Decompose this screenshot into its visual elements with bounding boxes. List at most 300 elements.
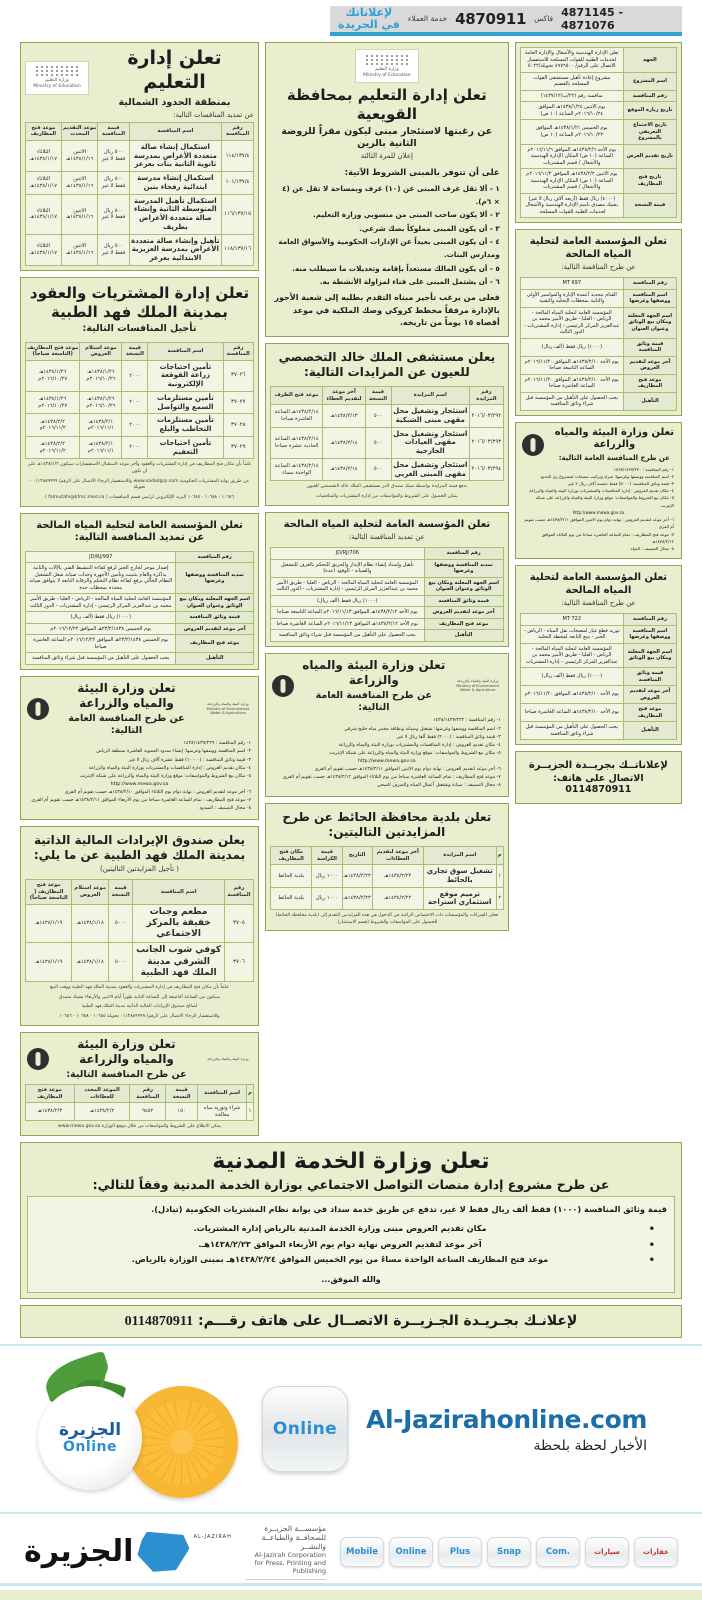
page-title: تعلن إدارة التعليم bbox=[127, 47, 222, 93]
corporation-name bbox=[246, 1524, 326, 1580]
ad-king-khalid-eye-hospital[interactable] bbox=[265, 343, 509, 506]
cell-name: تشغيل سوق تجاري بالحائط bbox=[423, 865, 496, 888]
table-row bbox=[520, 48, 676, 73]
cell-name: استكمال إنشاء مدرسة ابتدائية رفحاء بنين bbox=[129, 172, 222, 195]
cell-receive: ١٤٣٨/٢/١هـ ٢٠١٦/١١/١م bbox=[80, 436, 122, 459]
ad-subtitle: عن طرح المنافسة التالية: bbox=[66, 1068, 187, 1080]
table-row bbox=[270, 865, 503, 888]
kv-value: MT 697 bbox=[520, 278, 623, 290]
ad-note-2: سيكون من الساعة التاسعة إلى الساعة الثانية ظهراً أيام الاثنين والأربعاء بشيك مصدق bbox=[58, 994, 221, 1000]
kv-label: اسم المنافسة ووصفها وغرضها bbox=[623, 289, 676, 307]
ad-note-2: يمكن الحصول على الشروط والمواصفات من إدارة المشتريات والمناقصات bbox=[315, 494, 458, 500]
ad-title: تعلن وزارة البيئة والمياه والزراعة bbox=[302, 657, 446, 687]
table-row bbox=[26, 623, 254, 635]
table-row bbox=[520, 278, 676, 290]
kv-value: MT 722 bbox=[520, 614, 623, 626]
th-receive: موعد استلام العروض bbox=[72, 880, 109, 905]
kv-label: تاريخ زيارة الموقع bbox=[623, 102, 676, 120]
th-name: اسم المنافسة bbox=[129, 122, 222, 140]
th-price: قيمة النسخة bbox=[108, 880, 132, 905]
cell-price: ٥٠٠ ريال فقط لا غير bbox=[98, 172, 129, 195]
cell-place: بلدية الحائط bbox=[270, 887, 311, 910]
brand-tile-realestate[interactable]: عقارات bbox=[634, 1537, 678, 1567]
brand-tile-snap[interactable]: Snap bbox=[487, 1537, 531, 1567]
website-link[interactable]: http://www.mewa.gov.sa bbox=[358, 758, 416, 764]
ad-swcc-extension-997[interactable] bbox=[20, 513, 259, 670]
ad-kfmc-procurement[interactable] bbox=[20, 277, 259, 507]
cell-open: ١٤٣٨/٢/١٤هـ الساعة العاشرة صباحا bbox=[270, 405, 322, 428]
fax-numbers[interactable]: 4871145 - 4871076 bbox=[561, 5, 624, 32]
cell-price: ١٥٠ bbox=[166, 1103, 198, 1121]
mewa-wordmark-en: Ministry of Environment Water & Agriculture bbox=[456, 683, 500, 693]
conditions-lead: على أن تتوفر بالمبنى الشروط الآتية: bbox=[344, 168, 500, 179]
aljazirah-online-banner[interactable] bbox=[0, 1344, 702, 1514]
ad-title: تعلن إدارة التعليم بمحافظة القويعية bbox=[286, 86, 487, 123]
cell-price: ٥٠٠ ريال فقط لا غير bbox=[98, 140, 129, 171]
banner-website-link[interactable]: Al-Jazirahonline.com bbox=[366, 1404, 647, 1434]
table-row bbox=[520, 704, 676, 722]
kv-label: رقم المنافسة bbox=[623, 614, 676, 626]
cell-num: ١١٦/١٣٧/١٥ bbox=[222, 194, 254, 234]
topbar-wrapper bbox=[0, 0, 702, 36]
tenders-table bbox=[25, 1084, 254, 1121]
orange-half-icon bbox=[126, 1386, 238, 1498]
cell-receive: ١٤٣٨/١/١٨هـ bbox=[72, 943, 109, 982]
ad-title: تعلن إدارة المشتريات والعقود بمدينة الملك فهد الطبية bbox=[29, 283, 250, 321]
ad-note: فعلى الشركات والمؤسسات ذات الاختصاص الراغبة في الدخول في هذه المزايدتين التقدم إلى (بلدية محافظة الحائط) للحصول على المواصفات والشروط (قسم الاستثمار). bbox=[275, 913, 499, 925]
ad-header-text bbox=[302, 658, 446, 715]
online-app-tile-icon[interactable] bbox=[262, 1386, 348, 1472]
cell-name: استكمال إنشاء صالة متعددة الأغراض بمدرسة ثانوية الثانية بنات بعرعر bbox=[129, 140, 222, 171]
th-num: رقم المنافسة bbox=[224, 880, 253, 905]
cell-place: بلدية الحائط bbox=[270, 865, 311, 888]
ad-alhait-municipality[interactable] bbox=[265, 803, 509, 931]
mewa-wordmark bbox=[202, 1057, 254, 1061]
list-item: ١ - ألا تقل غرف المبنى عن (١٠) غرف وبمساحة لا تقل عن (٤ × ٦م). bbox=[282, 184, 500, 206]
table-row bbox=[26, 551, 254, 563]
th-no: م bbox=[496, 847, 503, 865]
list-item: ٥- مكان بيع الشروط والمواصفات: موقع وزارة البيئة والمياه والزراعة على شبكة الإنترنت bbox=[535, 495, 674, 508]
kv-value: JD/RJ/997 bbox=[26, 551, 176, 563]
brand-tile-online[interactable]: Online bbox=[389, 1537, 433, 1567]
ad-note-line: عن تمديد المنافسات التالية: bbox=[173, 110, 254, 119]
list-item: ٣- قيمة وثائق المنافسة: (٥٠٠٠) فقط خمسة آلاف ريال لا غير bbox=[568, 481, 674, 487]
table-row bbox=[26, 594, 254, 612]
list-item: ٥- مكان بيع الشروط والمواصفات: موقع وزارة البيئة والمياه والزراعة على شبكة الإنترنت bbox=[329, 750, 501, 756]
brand-tile-com[interactable]: .Com bbox=[536, 1537, 580, 1567]
table-row bbox=[520, 722, 676, 740]
mewa-emblem-icon bbox=[27, 698, 49, 720]
ad-ministry-civil-service[interactable] bbox=[20, 1142, 682, 1300]
th-receive: موعد استلام العروض bbox=[80, 342, 122, 360]
list-item: ٧- موعد فتح المظاريف : تمام الساعة العاشرة صباحا من يوم الأربعاء الموافق ١٤٣٨/٢/١١هـ حسب تقويم أم القرى bbox=[31, 797, 251, 803]
ad-subtitle: عن طرح المنافسة العامة التالية: bbox=[68, 712, 185, 737]
kv-value: يجب الحصول على التأهيل من المؤسسة قبل شراء وثائق المنافسة bbox=[520, 392, 623, 410]
th-num: رقم المنافسة bbox=[222, 122, 254, 140]
table-row bbox=[270, 559, 503, 577]
kv-value: المؤسسة العامة لتحلية المياه المالحة - الرياض - العليا - طريق الأمير محمد بن عبدالعزيز المركز الرئيسي - إدارة المشتريات bbox=[520, 643, 623, 668]
mewa-wordmark-ar: وزارة البيئة والمياه والزراعة bbox=[457, 679, 499, 684]
kv-label: اسم الجهة المعلنة ومكان بيع الوثائق وعنوان العنوان bbox=[424, 577, 503, 595]
th-deadline: آخر موعد لتقديم العطاءات bbox=[372, 847, 423, 865]
cell-name: تأهيل وإنشاء صالة متعددة الأغراض بمدرسة العزيزية الابتدائية بعرعر bbox=[129, 234, 222, 265]
ad-header bbox=[25, 518, 254, 548]
ad-swcc-mt697[interactable] bbox=[515, 229, 682, 416]
kv-value: (١٠٠٠) ريال فقط (ألف ريال) bbox=[270, 595, 424, 607]
ad-header-text bbox=[57, 681, 196, 738]
brand-tile-mobile[interactable]: Mobile bbox=[340, 1537, 384, 1567]
kv-label: رقم المنافسة bbox=[176, 551, 254, 563]
th-price: قيمة المنافسة bbox=[98, 122, 129, 140]
kv-label: آخر موعد لتقديم العروض bbox=[424, 607, 503, 619]
online-tile-label: Online bbox=[272, 1419, 338, 1440]
kv-value: يوم الأحد ١٤٣٨/٢/١٢هـ الموافق ٢٠١٦/١١/١٣م الساعة التاسعة صباحا bbox=[270, 607, 424, 619]
kv-label: رقم المنافسة bbox=[623, 90, 676, 102]
list-item: • موعد فتح المظاريف الساعة الواحدة مساءً من يوم الخميس الموافق ١٤٣٨/٢/٢٤هـ بمبنى الوزارة بالرياض. bbox=[35, 1252, 655, 1268]
th-num: رقم المنافسة bbox=[130, 1085, 166, 1103]
ad-repeat-note: إعلان للمرة الثالثة bbox=[360, 152, 413, 161]
ad-header bbox=[25, 831, 254, 876]
kv-label: موعد فتح المظاريف bbox=[623, 704, 676, 722]
list-item: ١- رقم المنافسة : ١٤٣٨/١٤٣٧/٢٢٢ bbox=[433, 718, 501, 724]
kv-value: يوم الأحد ١٤٣٨/٢/٦هـ الموافق ٢٠١٦/١١/٦م الساعة (١٠ ص) المكان الإدارة الهندسية والأشغال / قسم المشتريات bbox=[520, 144, 623, 169]
mewa-logo-icon bbox=[25, 1044, 51, 1074]
table-row bbox=[270, 577, 503, 595]
list-item: ٦- آخر موعد لتقديم العروض : نهاية دوام يوم الاثنين الموافق ١٤٣٨/٢/١١هـ حسب تقويم أم القرى bbox=[314, 766, 501, 772]
tender-details-list bbox=[25, 737, 254, 815]
mewa-wordmark bbox=[202, 702, 254, 715]
table-row bbox=[520, 169, 676, 194]
ad-jazirah-phone-strip[interactable] bbox=[20, 1305, 682, 1338]
auctions-table bbox=[25, 879, 254, 982]
kv-value: (١٠٠٠) ريال فقط (ألف ريال) bbox=[520, 668, 623, 686]
ad-note-3: ١٠٦٨٦ - ١٠٦٨٨ - ١٠٦٨٥ البريد الإلكتروني لرئيس قسم المنافسات ( falmutahi@kfmc.med.sa ) bbox=[45, 495, 234, 501]
table-row bbox=[520, 72, 676, 90]
table-row bbox=[520, 307, 676, 338]
ad-header bbox=[270, 348, 504, 383]
cell-date: ١٤٣٨/٢/٢هـ bbox=[74, 1103, 130, 1121]
cell-receive: ١٤٣٨/١/٢٦هـ ٢٠١٦/١٠/٢٦م bbox=[80, 360, 122, 391]
contact-ad-phone[interactable]: 0114870911 bbox=[565, 784, 632, 796]
banner-slogan: الأخبار لحظة بلحظة bbox=[533, 1437, 647, 1454]
kv-value: يوم الأحد ١٤٣٨/٢/١٠هـ الموافق ٢٠١٦/١١/٢٠م bbox=[520, 686, 623, 704]
kv-value: مشروع إعادة تأهيل مستشفى القوات المسلحة بالقصيم bbox=[520, 72, 623, 90]
cell-price: ٥٠٠٠ bbox=[108, 904, 132, 943]
website-link[interactable]: http://www.mewa.gov.sa bbox=[110, 781, 169, 787]
ad-mewa-lab-operation[interactable] bbox=[265, 653, 509, 797]
kv-label: التأهيل bbox=[176, 653, 254, 665]
ad-note-1: علماً بأن مكان فتح المظاريف في إدارة المشتريات والعقود بمدينة الملك فهد الطبية ووقت البيع bbox=[49, 985, 229, 991]
ad-title: تعلن المؤسسة العامة لتحلية المياه المالحة عن تمديد المنافسة التالية: bbox=[36, 519, 243, 544]
list-item: ٢ - ألا يكون صاحب المبنى من منسوبي وزارة التعليم. bbox=[313, 210, 500, 220]
moe-logo-caption-en: Ministry of Education bbox=[363, 72, 411, 78]
list-item: ٨- مجال التصنيف : صيانة وتشغيل أعمال المياه والصرف الصحي bbox=[377, 783, 501, 789]
ad-subtitle: ( تأجيل المزايدتين التاليتين) bbox=[99, 865, 179, 874]
ad-subtitle: تأجيل المنافسات التالية: bbox=[82, 323, 197, 335]
th-open: موعد فتح المظاريف ( التاسعة صباحاً) bbox=[26, 880, 72, 905]
table-row bbox=[520, 374, 676, 392]
tender-details-table bbox=[270, 547, 504, 642]
moe-dot-pattern-icon bbox=[365, 54, 409, 67]
ad-title: تعلن وزارة البيئة والمياه والزراعة bbox=[77, 1036, 176, 1066]
kv-label: قيمة وثائق المنافسة bbox=[623, 668, 676, 686]
kv-value: المؤسسة العامة لتحلية المياه المالحة - الرياض - العليا - طريق الأمير محمد بن عبدالعزيز المركز الرئيسي - إدارة المشتريات - الدور الثالث bbox=[26, 594, 176, 612]
cell-num: ٢٠١٦/٠٣/٢٩٤ bbox=[470, 458, 504, 481]
list-item: ٦- آخر موعد لتقديم العروض : نهاية دوام يوم الاثنين الموافق ١٤٣٨/٢/١١هـ حسب تقويم أم القرى bbox=[524, 517, 674, 530]
kv-value: يوم الأحد ١٤٣٨/٢/١٠هـ الموافق ٢٠١٦/١١/٢٠م الساعة التاسعة صباحا bbox=[520, 356, 623, 374]
list-item: ٤- مكان تقديم العروض : إدارة المنافسات والمشتريات بوزارة البيئة والمياه والزراعة bbox=[88, 765, 251, 771]
website-link[interactable]: http://www.mewa.gov.sa bbox=[572, 509, 625, 515]
cell-name: استكمال تأهيل المدرسة المتوسطة الثانية وإنشاء صالة متعددة الأغراض بطريف bbox=[129, 194, 222, 234]
kv-value: يوم الأحد ١٤٣٨/٢/١٠هـ الساعة العاشرة صباحا bbox=[520, 704, 623, 722]
three-column-grid bbox=[20, 42, 682, 1142]
table-row bbox=[26, 904, 254, 943]
table-row bbox=[26, 436, 254, 459]
kv-label: رقم المنافسة bbox=[424, 548, 503, 560]
contact-ad-line1: لإعلاناتــك بجريــدة الجزيــرة bbox=[528, 760, 668, 772]
kv-value: يوم الخميس ١٤٣٨/١/٢١هـ الموافق ٢٠١٦/١٠/٢٢م الساعة (١٠ ص) bbox=[520, 120, 623, 145]
table-row bbox=[520, 668, 676, 686]
cell-num: ٣٧٠٦ bbox=[224, 943, 253, 982]
kv-label: قيمة النسخة bbox=[623, 193, 676, 218]
cell-open: ١٤٣٨/٢/٢هـ ٢٠١٦/١١/٢م bbox=[26, 414, 80, 437]
table-header-row bbox=[26, 342, 254, 360]
ad-subtitle: عن تمديد المنافسة التالية: bbox=[348, 533, 425, 542]
mewa-logo-icon bbox=[25, 694, 51, 724]
ad-title: تعلن المؤسسة العامة لتحلية المياه المالحة bbox=[283, 518, 491, 530]
page-footer bbox=[0, 1514, 702, 1586]
list-item: ٥- مكان بيع الشروط والمواصفات: موقع وزارة البيئة والمياه والزراعة على شبكة الإنترنت bbox=[79, 773, 251, 779]
table-row bbox=[520, 686, 676, 704]
cell-num: ٢٠١٦/٠٣/٢٩٣ bbox=[470, 427, 504, 458]
cell-num: ٣٧٠٢٨ bbox=[223, 414, 253, 437]
ad-header bbox=[270, 808, 504, 843]
aljazirah-logo[interactable] bbox=[24, 1532, 232, 1572]
table-row bbox=[520, 90, 676, 102]
cell-open: ١٤٣٨/٢/٣هـ bbox=[26, 1103, 75, 1121]
ad-swcc-extension-706[interactable] bbox=[265, 512, 509, 647]
table-row bbox=[270, 595, 503, 607]
th-open: موعد فتح المظاريف bbox=[26, 122, 62, 140]
cell-date: ١٤٣٨/٢/٢٣هـ bbox=[342, 865, 372, 888]
list-item: ٣ - أن يكون المبنى مملوكاً بصك شرعي. bbox=[359, 223, 500, 233]
kv-label: تاريخ الاجتماع التعريفي بالمشروع bbox=[623, 120, 676, 145]
ad-contact-note[interactable]: وللاستفسار الرجاء الاتصال على الرقم/ ٠١١٢٨٨٩٩٩٩ تحويلة ١٠٦٨٥ - ١٠٦٨٨ - ١٠٦٨٦ bbox=[59, 1014, 220, 1020]
kv-value: (٤٠٠٠) ريال فقط (أربعة آلاف ريال لا غير) بشيك مصدق باسم الإدارة الهندسية والأشغال لخدمات الطبية للقوات المسلحة. bbox=[520, 193, 623, 218]
list-item: ٨- مجال التصنيف : المياه bbox=[630, 546, 674, 551]
list-item: ٢- اسم المنافسة ووصفها وغرضها: إنشاء سدود الحموية العاشرة بمنطقة الرياض bbox=[96, 749, 251, 755]
phone-strip-number[interactable]: 0114870911 bbox=[124, 1314, 194, 1330]
kv-value: القيام بتجديد أعمدة الإنارة والمواسير الأولى والثانية بمحطات التحلية والتقنية bbox=[520, 289, 623, 307]
ad-title: يعلن صندوق الإيرادات المالية الذاتية بمدينة الملك فهد الطبية عن ما يلي: bbox=[33, 833, 246, 863]
moe-logo-caption-ar: وزارة التعليم bbox=[375, 66, 399, 72]
kv-label: رقم المنافسة bbox=[623, 278, 676, 290]
kv-label: التأهيل bbox=[623, 722, 676, 740]
ad-header bbox=[520, 570, 677, 610]
table-header-row bbox=[26, 1085, 254, 1103]
th-name: اسم المنافسة bbox=[148, 342, 223, 360]
cell-date: ١٤٣٨/٢/٢٣هـ bbox=[342, 887, 372, 910]
ad-swcc-mt722[interactable] bbox=[515, 565, 682, 745]
kv-label: التأهيل bbox=[623, 392, 676, 410]
table-header-row bbox=[270, 847, 503, 865]
ad-header-text bbox=[552, 427, 677, 463]
list-item: • آخر موعد لتقديم العروض نهاية دوام يوم الأربعاء الموافق ١٤٣٨/٢/٢٣هـ. bbox=[35, 1237, 655, 1253]
list-item: • مكان تقديم العروض مبنى وزارة الخدمة المدنية بالرياض إدارة المشتريات. bbox=[35, 1221, 655, 1237]
table-row bbox=[26, 234, 254, 265]
auctions-table bbox=[270, 846, 504, 910]
aljazirah-logo-ar: الجزيرة bbox=[24, 1533, 134, 1569]
brand-tile-plus[interactable]: Plus bbox=[438, 1537, 482, 1567]
kv-label: اسم الجهة المعلنة ومكان بيع الوثائق وعنوان العنوان bbox=[623, 307, 676, 338]
list-item: ٤- مكان تقديم العروض : إدارة المنافسات والمشتريات بوزارة البيئة والمياه والزراعة bbox=[338, 742, 501, 748]
kv-label: اسم الجهة المعلنة ومكان بيع الوثائق bbox=[623, 643, 676, 668]
ad-mewa-pumps[interactable] bbox=[515, 422, 682, 560]
ad-intro: قيمة وثائق المنافسة (١٠٠٠) فقط ألف ريال فقط لا غير، تدفع عن طريق خدمة سداد في بوابة نظام المشتريات الحكومية (تبادل). bbox=[151, 1203, 667, 1214]
ad-header-text bbox=[95, 47, 254, 109]
cell-receive: ١٤٣٨/٢/١هـ ٢٠١٦/١١/١م bbox=[80, 414, 122, 437]
th-name: اسم المنافسة bbox=[133, 880, 225, 905]
ad-education-qwaiiya[interactable] bbox=[265, 42, 509, 337]
tender-details-list bbox=[270, 714, 504, 792]
th-name: اسم المزايدة bbox=[391, 387, 470, 405]
cell-price: ٢٠٠٠ bbox=[122, 414, 148, 437]
cell-open: الثلاثاء ١٤٣٨/١/١٧هـ bbox=[26, 234, 62, 265]
cell-name: استئجار وتشغيل محل مقهى المبنى الغربي bbox=[391, 458, 470, 481]
ads-slogan-line2: في الجريدة bbox=[338, 17, 400, 31]
mewa-emblem-icon bbox=[272, 675, 294, 697]
ad-subtitle: بمنطقة الحدود الشمالية bbox=[118, 96, 231, 108]
cell-open: ١٤٣٨/١/١٩هـ bbox=[26, 904, 72, 943]
table-row bbox=[26, 414, 254, 437]
th-submit: موعد التقديم المحدث bbox=[61, 122, 98, 140]
table-row bbox=[520, 643, 676, 668]
cell-open: ١٤٣٨/١/٢٦هـ ٢٠١٦/١٠/٢٧م bbox=[26, 360, 80, 391]
phone-strip-text: لإعلانـك بجـريـدة الجـزيــرة الاتصــال على هاتف رقـــم: bbox=[197, 1313, 578, 1330]
tender-details-table bbox=[520, 613, 677, 740]
contact-topbar bbox=[330, 6, 682, 36]
cell-num: ٣٧٠٢٧ bbox=[223, 391, 253, 414]
cell-name: استئجار وتشغيل محل مقهى مبنى الشبكية bbox=[391, 405, 470, 428]
kv-label: قيمة وثائق المنافسة bbox=[176, 612, 254, 624]
table-row bbox=[270, 405, 503, 428]
table-row bbox=[520, 144, 676, 169]
table-row bbox=[270, 427, 503, 458]
cell-deadline: ١٤٣٨/٢/١٤هـ bbox=[323, 458, 365, 481]
kv-label: تمديد المنافسة ووصفها وغرضها bbox=[176, 563, 254, 594]
customer-service-number[interactable]: 4870911 bbox=[455, 9, 527, 28]
brand-tile-cars[interactable]: سيارات bbox=[585, 1537, 629, 1567]
cell-price: ٥٠٠٠ bbox=[108, 943, 132, 982]
cell-open: الثلاثاء ١٤٣٨/١/١٧هـ bbox=[26, 194, 62, 234]
kv-value: JD/RJ/706 bbox=[270, 548, 424, 560]
table-row bbox=[270, 458, 503, 481]
table-row bbox=[270, 607, 503, 619]
cell-price: ٢٠٠٠ bbox=[122, 391, 148, 414]
project-details-table bbox=[520, 47, 677, 218]
list-item: ٢- اسم المنافسة ووصفها وغرضها: تشغيل وصيانة ونظافة مختبر مياه خليج شرقي bbox=[344, 726, 501, 732]
th-open: موعد فتح المظاريف (التاسعة صباحاً) bbox=[26, 342, 80, 360]
ad-note-1: علماً بأن مكان فتح المظاريف في إدارة المشتريات والعقود وآخر موعد لاستقبال الاستفسارات سيكون ١٤٣٨/١/٢هـ على أن تكون bbox=[27, 462, 252, 475]
kv-label: آخر موعد لتقديم العروض bbox=[623, 356, 676, 374]
cell-submit: الاثنين ١٤٣٨/١/١٦هـ bbox=[61, 194, 98, 234]
arabia-map-icon bbox=[137, 1532, 189, 1572]
ad-armed-forces-engineering[interactable] bbox=[515, 42, 682, 223]
kv-value: يوم الاثنين ١٤٣٨/١/٢٤هـ الموافق ٢٠١٦/١٠/٢٤م الساعة (١٠ ص) bbox=[520, 102, 623, 120]
ad-title: تعلن وزارة البيئة والمياه والزراعة bbox=[554, 426, 675, 450]
cell-name: تأمين مستلزمات السمع والتواصل bbox=[148, 391, 223, 414]
list-item: ٦ - أن يشتمل المبنى على فناء لمزاولة الأنشطة به. bbox=[319, 277, 500, 287]
orange-whole-icon bbox=[38, 1386, 142, 1490]
list-item: ٤ - أن يكون المبنى بعيداً عن الإدارات الحكومية والأسواق العامة ومدارس البنات. bbox=[278, 237, 500, 260]
list-item: ٧- موعد فتح المظاريف : تمام الساعة العاشرة صباحا من يوم الثلاثاء الموافق ١٤٣٨/٢/١٢هـ bbox=[541, 531, 674, 544]
cell-num: ٢٠١٦/٠٣/٢٩٢ bbox=[470, 405, 504, 428]
ad-education-northern-borders[interactable] bbox=[20, 42, 259, 271]
list-item: ٥ - أن يكون المالك مستعداً بإقامة وتعديلات ما سيطلب منه. bbox=[292, 263, 500, 273]
kv-value: المؤسسة العامة لتحلية المياه المالحة - الرياض - العليا - طريق الأمير محمد بن عبدالعزيز المركز الرئيسي - إدارة المشتريات - الدور الثالث bbox=[520, 307, 623, 338]
kv-value: يوم الأحد ١٤٣٨/٢/١٢هـ الموافق ٢٠١٦/١١/١٣م الساعة العاشرة صباحا bbox=[270, 618, 424, 630]
cell-open: ١٤٣٨/٢/١٤هـ الساعة الحادية عشرة صباحا bbox=[270, 427, 322, 458]
kv-value: توريد قطع غيار لمضخات نقل المياه - الرياض - الخبر - ينبع التابعة لمحطة التحلية bbox=[520, 625, 623, 643]
kv-label: قيمة وثائق المنافسة bbox=[424, 595, 503, 607]
cell-submit: الاثنين ١٤٣٨/١/١٦هـ bbox=[61, 234, 98, 265]
cell-name: تأمين احتياجات زراعة القوقعة الإلكترونية bbox=[148, 360, 223, 391]
cell-open: ١٤٣٨/١/١٩هـ bbox=[26, 943, 72, 982]
kv-label: تاريخ تقديم العرض bbox=[623, 144, 676, 169]
table-header-row bbox=[270, 387, 503, 405]
cell-deadline: ١٤٣٨/٢/١٤هـ bbox=[323, 427, 365, 458]
cell-open: الثلاثاء ١٤٣٨/١/١٧هـ bbox=[26, 140, 62, 171]
table-row bbox=[26, 391, 254, 414]
conditions-list bbox=[270, 163, 504, 332]
th-deadline: آخر موعد لتقديم العطاء bbox=[323, 387, 365, 405]
ad-title: يعلن مستشفى الملك خالد التخصصي للعيون عن المزايدات التالية: bbox=[278, 350, 496, 380]
list-item: ١- رقم المنافسة : ١٤٣٨/١٤٣٧/٢٣٠ bbox=[613, 466, 674, 472]
ad-subtitle: عن طرح المنافسة التالية: bbox=[561, 599, 636, 608]
ad-closing: والله الموفق... bbox=[321, 1275, 381, 1285]
cell-price: ٢٠٠٠ bbox=[122, 360, 148, 391]
kv-label: موعد فتح المظاريف bbox=[176, 635, 254, 653]
kv-value: إصدار موجز لخارج الجبر لرفع كفاءة التنشيط الفني بالآلات والثانية بذاكرة والعام بتثبيت وتأمين الأجهزة وحدات صيانة شغل التشغيل النظام الحالي برفع كفاءة نظام التحكم والرقابة التابعة لا يتوافق صيانة محددة بمحطات جدة bbox=[26, 563, 176, 594]
kv-value: يوم الاثنين ١٤٣٨/٢/٢هـ الموافق ٢٠١٦/١١/٢م الساعة (١٠ ص) المكان الإدارة الهندسية والأشغال / قسم المشتريات bbox=[520, 169, 623, 194]
table-row bbox=[26, 1103, 254, 1121]
cell-open: ١٤٣٨/٢/٢هـ ٢٠١٦/١١/٢م bbox=[26, 436, 80, 459]
ad-kfmc-revenue-fund[interactable] bbox=[20, 826, 259, 1026]
ad-mewa-bottom[interactable] bbox=[20, 1032, 259, 1136]
ad-header bbox=[25, 1037, 254, 1081]
ad-mewa-dams-riyadh[interactable] bbox=[20, 676, 259, 820]
classifieds-page bbox=[0, 36, 702, 1338]
orange-brand-ar: الجزيرة bbox=[58, 1419, 122, 1440]
ad-title: تعلن وزارة البيئة والمياه والزراعة bbox=[77, 680, 176, 710]
ad-jazirah-contact-small[interactable] bbox=[515, 751, 682, 804]
ad-header bbox=[25, 282, 254, 339]
cell-name: شراء وتوريد مياه معالجة bbox=[198, 1103, 247, 1121]
table-header-row bbox=[26, 880, 254, 905]
ad-header bbox=[520, 234, 677, 274]
ad-header bbox=[270, 517, 504, 545]
kv-value: يجب الحصول على التأهيل من المؤسسة قبل شراء وثائق المنافسة bbox=[26, 653, 176, 665]
th-place: مكان فتح المظاريف bbox=[270, 847, 311, 865]
cell-price: ٥٠٠ ريال فقط لا غير bbox=[98, 194, 129, 234]
kv-value: تعلن الإدارة الهندسية والأشغال والإدارة العامة لخدمات الطبية للقوات المسلحة للاستفسار الاتصال على الرقم/ ٤٩٧٦٥٠٠ تحويلة/٥٠٢٢ bbox=[520, 48, 623, 73]
list-item: ٤- مكان تقديم العروض : إدارة المنافسات والمشتريات بوزارة البيئة والمياه والزراعة bbox=[529, 488, 674, 494]
ad-title: تعلن المؤسسة العامة لتحلية المياه المالحة bbox=[529, 236, 667, 260]
ministry-of-education-logo-icon bbox=[25, 61, 89, 95]
th-price: قيمة النسخة bbox=[166, 1085, 198, 1103]
ad-header bbox=[270, 47, 504, 163]
tenders-table bbox=[25, 122, 254, 266]
